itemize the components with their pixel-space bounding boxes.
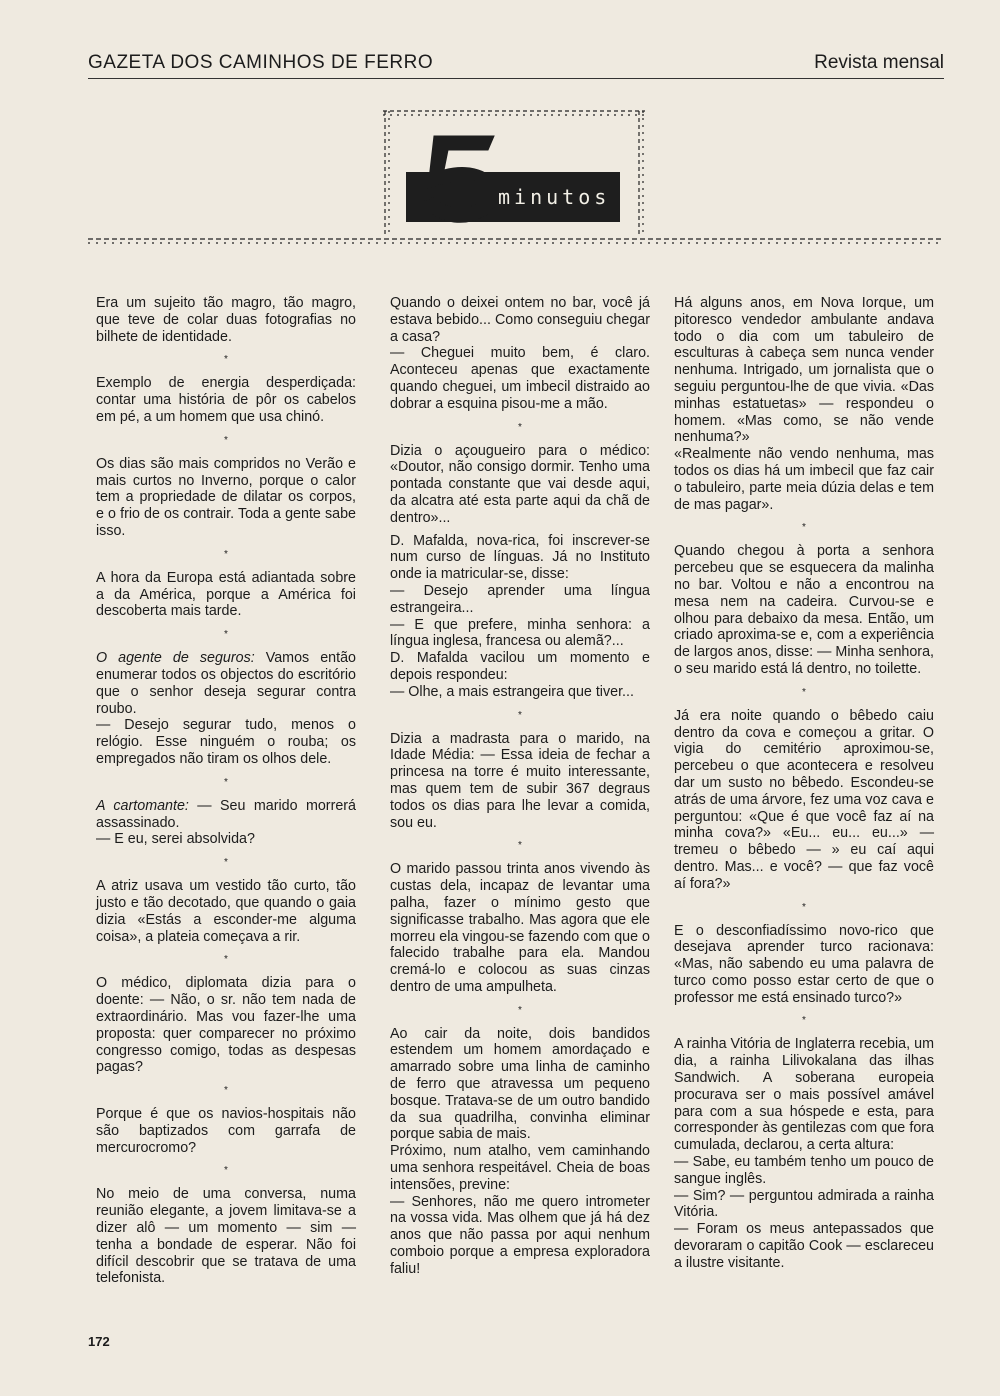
paragraph: Exemplo de energia desperdiçada: contar uma história de pôr os cabelos em pé, a um homem que usa chinó. [96, 375, 356, 425]
column-2 [390, 295, 650, 1278]
paragraph [96, 798, 356, 832]
separator-asterisk: * [224, 1165, 228, 1177]
paragraph: — Sim? — perguntou admirada a rainha Vitória. [674, 1187, 934, 1221]
paragraph: Porque é que os navios-hospitais não são baptizados com garrafa de mercurocromo? [96, 1106, 356, 1156]
paragraph: — Desejo segurar tudo, menos o relógio. Esse ninguém o rouba; os empregados não tiram os olhos dele. [96, 717, 356, 767]
paragraph: O médico, diplomata dizia para o doente: — Não, o sr. não tem nada de extraordinário. Mas vou fazer-lhe uma proposta: quer comparecer no próximo congresso comigo, todas as despesas pagas? [96, 975, 356, 1076]
separator-asterisk: * [224, 629, 228, 641]
paragraph: Próximo, num atalho, vem caminhando uma senhora respeitável. Cheia de boas intensões, previne: [390, 1143, 650, 1193]
issue-type: Revista mensal [814, 52, 944, 73]
paragraph-text: — Seu marido morrerá assassinado. [96, 797, 356, 831]
paragraph: O marido passou trinta anos vivendo às custas dela, incapaz de levantar uma palha, fazer o mínimo gesto que significasse trabalho. Mas agora que ele morreu ela vingou-se fazendo com que o falecido trabalhe para ela. Mandou cremá-lo e colocou as suas cinzas dentro de uma ampulheta. [390, 861, 650, 995]
paragraph: Há alguns anos, em Nova Iorque, um pitoresco vendedor ambulante andava todo o dia com um tabuleiro de esculturas à cabeça sem nunca vender nenhuma. Intrigado, um jornalista que o seguiu perguntou-lhe de que vivia. «Das minhas estatuetas» — respondeu o homem. «Mas como, se não vende nenhuma?» [674, 295, 934, 446]
paragraph: D. Mafalda, nova-rica, foi inscrever-se num curso de línguas. Já no Instituto onde ia matricular-se, disse: [390, 532, 650, 583]
separator-asterisk: * [802, 901, 806, 913]
separator-asterisk: * [518, 840, 522, 852]
separator-asterisk: * [224, 434, 228, 446]
separator-asterisk: * [518, 1004, 522, 1016]
publication-title: GAZETA DOS CAMINHOS DE FERRO [88, 52, 434, 73]
separator-asterisk: * [518, 709, 522, 721]
page-number: 172 [88, 1334, 110, 1349]
speaker-label: A cartomante: [96, 797, 189, 814]
separator-asterisk: * [802, 686, 806, 698]
paragraph-text: Vamos então enumerar todos os objectos do escritório que o senhor deseja segurar contra roubo. [96, 650, 356, 717]
separator-asterisk: * [224, 776, 228, 788]
paragraph: Já era noite quando o bêbedo caiu dentro da cova e começou a gritar. O vigia do cemitério aproximou-se, percebeu o que acontecera e resolveu dar um susto no bêbedo. Escondeu-se atrás de uma árvore, fez uma voz cava e perguntou: «Que é que você faz aí na minha cova?» «Eu... eu... eu...» — tremeu o bêbedo — » eu caí aqui dentro. Mas... e você? — que faz você aí fora?» [674, 707, 934, 892]
paragraph: — E que prefere, minha senhora: a língua inglesa, francesa ou alemã?... [390, 616, 650, 650]
paragraph: — Sabe, eu também tenho um pouco de sangue inglês. [674, 1154, 934, 1187]
paragraph: Dizia o açougueiro para o médico: «Doutor, não consigo dormir. Tenho uma pontada constante que vai desde aqui, da alcatra até esta parte aqui da chã de dentro»... [390, 442, 650, 526]
column-3 [674, 295, 934, 1272]
paragraph [96, 650, 356, 717]
logo-five-glyph [414, 130, 504, 226]
paragraph: — E eu, serei absolvida? [96, 831, 255, 848]
separator-asterisk: * [224, 1085, 228, 1097]
paragraph: Quando chegou à porta a senhora percebeu que se esquecera da malinha no bar. Voltou e não a encontrou na mesa nem na cadeira. Curvou-se e olhou para debaixo da mesa. Então, um criado aproxima-se e, com a experiência de largos anos, disse: — Minha senhora, o seu marido está lá dentro, no toilette. [674, 543, 934, 677]
paragraph: A rainha Vitória de Inglaterra recebia, um dia, a rainha Lilivokalana das ilhas Sandwich. A soberana europeia procurava ser o mais possível amável para com a sua hóspede e esta, para corresponder às gentilezas com que fora cumulada, declarou, a certa altura: [674, 1036, 934, 1154]
paragraph: Os dias são mais compridos no Verão e mais curtos no Inverno, porque o calor tem a propriedade de dilatar os corpos, e o frio de os contrair. Toda a gente sabe isso. [96, 455, 356, 539]
paragraph: E o desconfiadíssimo novo-rico que desejava aprender turco racionava: «Mas, não sabendo eu uma palavra de turco como posso estar certo de que o professor me está ensinado turco?» [674, 922, 934, 1006]
paragraph: A hora da Europa está adiantada sobre a da América, porque a América foi descoberta mais tarde. [96, 569, 356, 620]
column-1 [96, 295, 356, 1287]
separator-asterisk: * [224, 548, 228, 560]
separator-asterisk: * [224, 354, 228, 366]
page-header [88, 50, 944, 79]
separator-asterisk: * [802, 522, 806, 534]
paragraph: — Senhores, não me quero intrometer na vossa vida. Mas olhem que já há dez anos que não passa por aqui nenhum comboio porque a empresa exploradora faliu! [390, 1193, 650, 1277]
paragraph: Quando o deixei ontem no bar, você já estava bebido... Como conseguiu chegar a casa? [390, 295, 650, 345]
paragraph: D. Mafalda vacilou um momento e depois respondeu: [390, 650, 650, 683]
paragraph: — Cheguei muito bem, é claro. Aconteceu apenas que exactamente quando cheguei, um imbecil distraido ao dobrar a esquina pisou-me a mão. [390, 345, 650, 412]
paragraph: A atriz usava um vestido tão curto, tão justo e tão decotado, que quando o gaia dizia «Estás a esconder-me alguma coisa», a plateia começava a rir. [96, 878, 356, 945]
paragraph: Ao cair da noite, dois bandidos estendem um homem amordaçado e amarrado sobre uma linha de caminho de ferro que atravessa um pequeno bosque. Tratava-se de um outro bandido da sua quadrilha, convinha eliminar porque sabia de mais. [390, 1025, 650, 1143]
separator-asterisk: * [224, 954, 228, 966]
separator-asterisk: * [224, 857, 228, 869]
paragraph: No meio de uma conversa, numa reunião elegante, a jovem limitava-se a dizer alô — um momento — sim — tenha a bondade de esperar. Não foi difícil descobrir que se tratava de uma telefonista. [96, 1186, 356, 1287]
paragraph: Era um sujeito tão magro, tão magro, que teve de colar duas fotografias no bilhete de identidade. [96, 295, 356, 345]
speaker-label: O agente de seguros: [96, 650, 255, 667]
paragraph: «Realmente não vendo nenhuma, mas todos os dias há um imbecil que faz cair o tabuleiro, parte meia dúzia delas e tem de mas pagar». [674, 446, 934, 513]
separator-asterisk: * [802, 1015, 806, 1027]
logo-word: minutos [498, 185, 611, 209]
paragraph: — Olhe, a mais estrangeira que tiver... [390, 683, 634, 700]
ornamental-rule [88, 236, 944, 246]
separator-asterisk: * [518, 421, 522, 433]
paragraph: Dizia a madrasta para o marido, na Idade Média: — Essa ideia de fechar a princesa na torre é muito interessante, mas quem tem de subir 367 degraus todos os dias para lhe levar a comida, sou eu. [390, 730, 650, 831]
paragraph: — Foram os meus antepassados que devoraram o capitão Cook — esclareceu a ilustre visitante. [674, 1221, 934, 1271]
paragraph: — Desejo aprender uma língua estrangeira... [390, 582, 650, 616]
